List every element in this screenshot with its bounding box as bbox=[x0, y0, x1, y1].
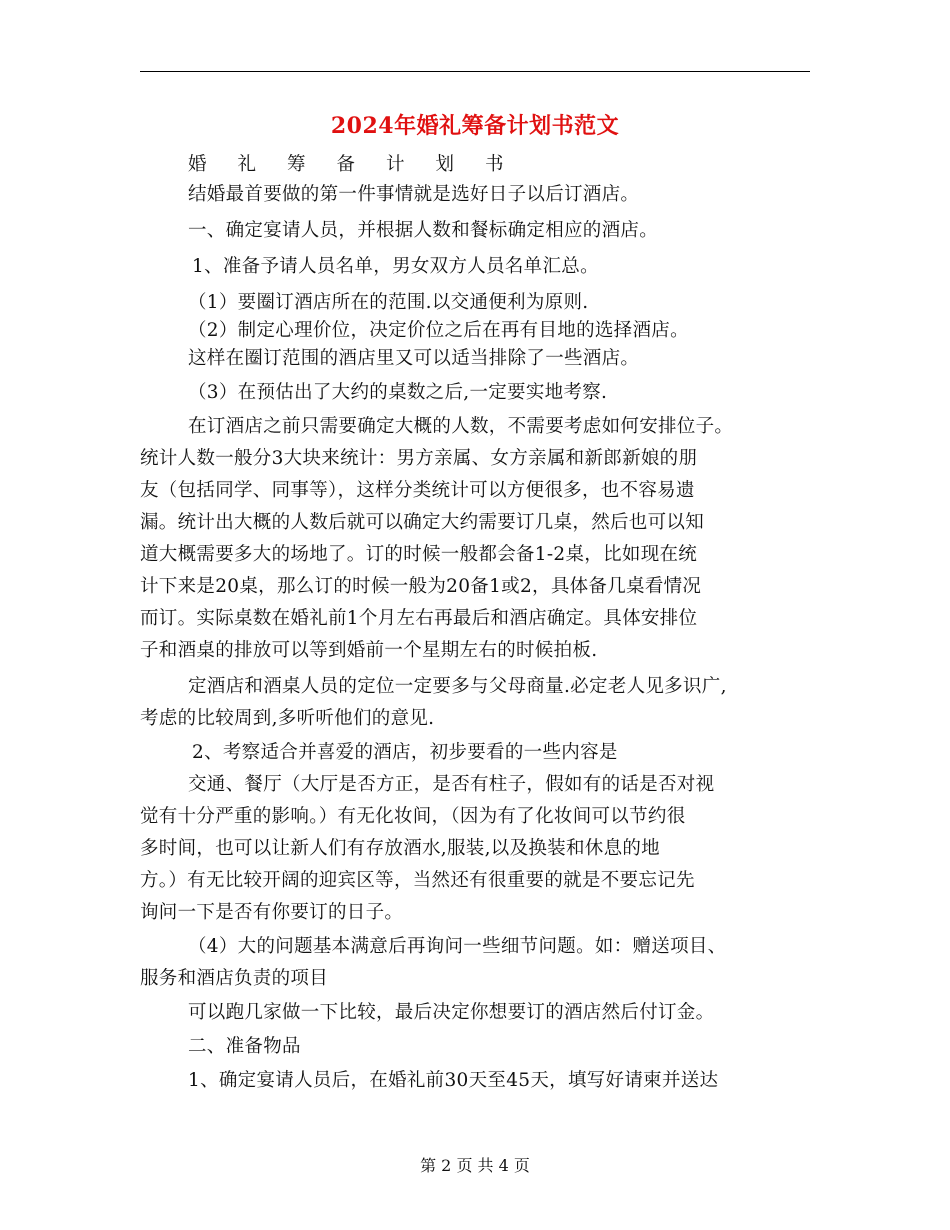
paragraph-line: 1、准备予请人员名单，男女双方人员名单汇总。 bbox=[192, 256, 599, 277]
paragraph-line: 结婚最首要做的第一件事情就是选好日子以后订酒店。 bbox=[188, 184, 640, 205]
paragraph-line: 统计人数一般分3大块来统计：男方亲属、女方亲属和新郎新娘的朋 bbox=[140, 448, 698, 469]
paragraph-line: 计下来是20桌，那么订的时候一般为20备1或2，具体备几桌看情况 bbox=[140, 576, 702, 597]
paragraph-line: 交通、餐厅（大厅是否方正，是否有柱子，假如有的话是否对视 bbox=[188, 774, 715, 795]
paragraph-line: 这样在圈订范围的酒店里又可以适当排除了一些酒店。 bbox=[188, 348, 640, 369]
paragraph-line: （2）制定心理价位，决定价位之后在再有目地的选择酒店。 bbox=[188, 320, 689, 341]
section-heading: 婚礼筹备计划书 bbox=[188, 154, 535, 175]
paragraph-line: 在订酒店之前只需要确定大概的人数，不需要考虑如何安排位子。 bbox=[188, 416, 734, 437]
paragraph-line: 一、确定宴请人员，并根据人数和餐标确定相应的酒店。 bbox=[188, 220, 659, 241]
paragraph-line: （4）大的问题基本满意后再询问一些细节问题。如：赠送项目、 bbox=[188, 936, 727, 957]
paragraph-line: 1、确定宴请人员后，在婚礼前30天至45天，填写好请柬并送达 bbox=[188, 1070, 719, 1091]
header-rule bbox=[140, 71, 810, 72]
paragraph-line: 询问一下是否有你要订的日子。 bbox=[140, 902, 404, 923]
document-title: 2024年婚礼筹备计划书范文 bbox=[330, 113, 620, 139]
paragraph-line: 漏。统计出大概的人数后就可以确定大约需要订几桌，然后也可以知 bbox=[140, 512, 705, 533]
paragraph-line: 考虑的比较周到,多听听他们的意见. bbox=[140, 708, 435, 729]
paragraph-line: 方。）有无比较开阔的迎宾区等，当然还有很重要的就是不要忘记先 bbox=[140, 870, 695, 891]
paragraph-line: 定酒店和酒桌人员的定位一定要多与父母商量.必定老人见多识广, bbox=[188, 676, 727, 697]
paragraph-line: 服务和酒店负责的项目 bbox=[140, 968, 329, 989]
paragraph-line: 友（包括同学、同事等），这样分类统计可以方便很多，也不容易遗 bbox=[140, 480, 695, 501]
paragraph-line: 二、准备物品 bbox=[188, 1036, 301, 1057]
paragraph-line: 而订。实际桌数在婚礼前1个月左右再最后和酒店确定。具体安排位 bbox=[140, 608, 698, 629]
paragraph-line: 多时间，也可以让新人们有存放酒水,服装,以及换装和休息的地 bbox=[140, 838, 660, 859]
paragraph-line: 觉有十分严重的影响。）有无化妆间，（因为有了化妆间可以节约很 bbox=[140, 806, 686, 827]
paragraph-line: （3）在预估出了大约的桌数之后,一定要实地考察. bbox=[188, 382, 608, 403]
paragraph-line: 道大概需要多大的场地了。订的时候一般都会备1-2桌，比如现在统 bbox=[140, 544, 698, 565]
paragraph-line: 2、考察适合并喜爱的酒店，初步要看的一些内容是 bbox=[192, 742, 618, 763]
page-number-footer: 第 2 页 共 4 页 bbox=[420, 1156, 530, 1175]
paragraph-line: 子和酒桌的排放可以等到婚前一个星期左右的时候拍板. bbox=[140, 640, 598, 661]
paragraph-line: 可以跑几家做一下比较，最后决定你想要订的酒店然后付订金。 bbox=[188, 1002, 715, 1023]
paragraph-line: （1）要圈订酒店所在的范围.以交通便利为原则. bbox=[188, 292, 589, 313]
